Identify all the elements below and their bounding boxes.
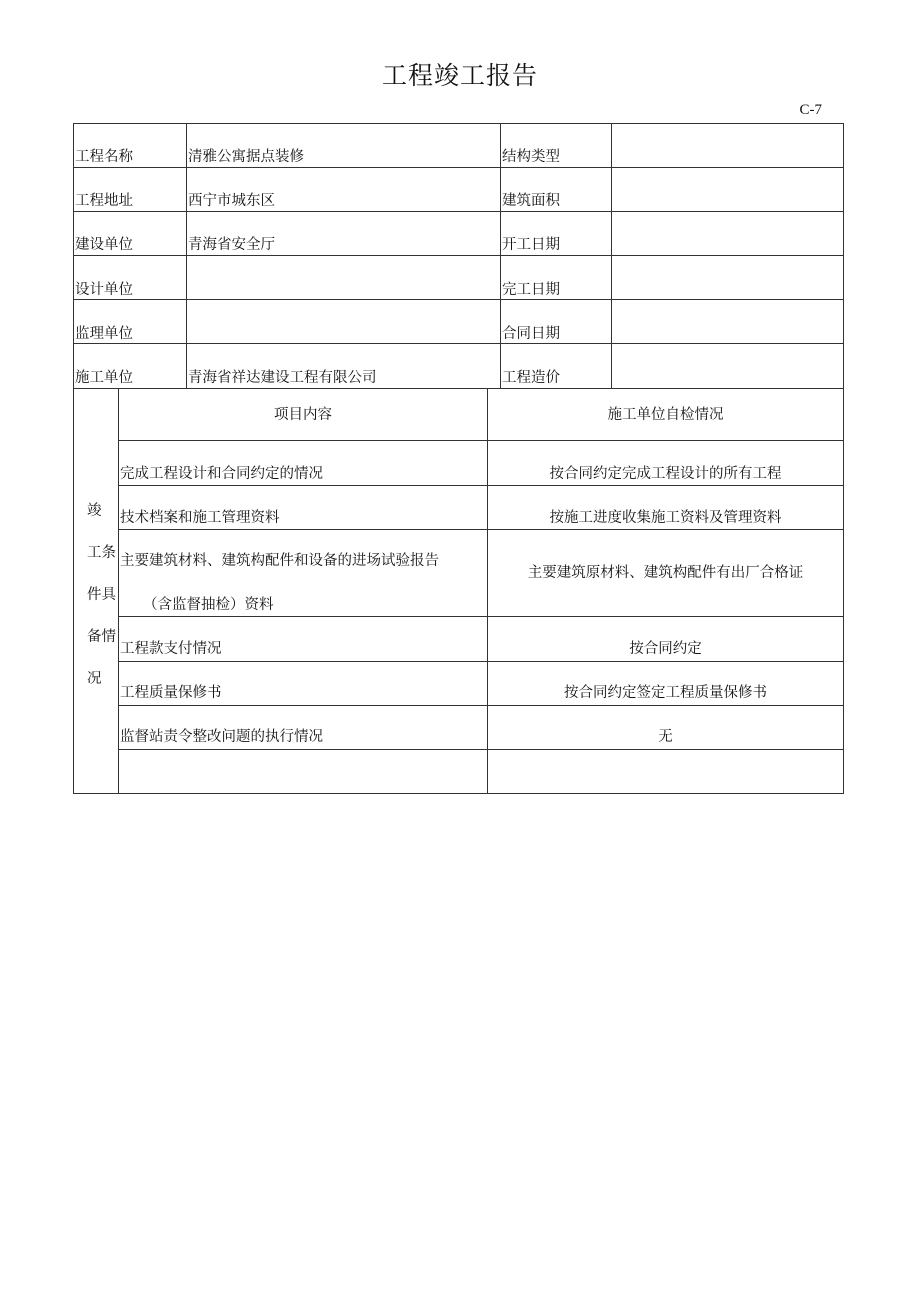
row-divider: [73, 343, 844, 344]
form-code: C-7: [799, 102, 822, 118]
row-divider: [118, 440, 844, 441]
value-owner-unit: 青海省安全厅: [188, 237, 275, 253]
table-border-right: [843, 123, 844, 794]
label-project-address: 工程地址: [75, 193, 133, 209]
item-cell: 工程质量保修书: [120, 685, 222, 701]
item-cell-line1: 主要建筑材料、建筑构配件和设备的进场试验报告: [120, 553, 439, 569]
column-divider: [118, 388, 119, 794]
table-border-top: [73, 123, 844, 124]
label-construction-unit: 施工单位: [75, 370, 133, 386]
table-border-left: [73, 123, 74, 794]
item-cell: 完成工程设计和合同约定的情况: [120, 466, 323, 482]
header-item-content: 项目内容: [274, 407, 332, 423]
report-table: [73, 123, 844, 794]
side-label-line: 工条: [87, 545, 116, 561]
label-owner-unit: 建设单位: [75, 237, 133, 253]
label-project-cost: 工程造价: [502, 370, 560, 386]
item-cell-line2: （含监督抽检）资料: [143, 597, 274, 613]
label-completion-date: 完工日期: [502, 282, 560, 298]
label-structure-type: 结构类型: [502, 149, 560, 165]
header-self-check: 施工单位自检情况: [607, 407, 724, 423]
column-divider: [186, 123, 187, 388]
value-project-address: 西宁市城东区: [188, 193, 275, 209]
column-divider: [611, 123, 612, 388]
row-divider: [118, 485, 844, 486]
label-contract-date: 合同日期: [502, 326, 560, 342]
item-cell: 工程款支付情况: [120, 641, 222, 657]
value-project-name: 清雅公寓据点装修: [188, 149, 304, 165]
label-start-date: 开工日期: [502, 237, 560, 253]
value-construction-unit: 青海省祥达建设工程有限公司: [188, 370, 377, 386]
row-divider: [118, 749, 844, 750]
side-label-line: 况: [87, 671, 102, 687]
side-label-line: 件具: [87, 587, 116, 603]
row-divider: [118, 529, 844, 530]
row-divider: [73, 211, 844, 212]
check-cell: 按合同约定: [629, 641, 702, 657]
row-divider: [73, 167, 844, 168]
label-design-unit: 设计单位: [75, 282, 133, 298]
item-cell: 技术档案和施工管理资料: [120, 510, 280, 526]
check-cell: 按合同约定完成工程设计的所有工程: [549, 466, 782, 482]
check-cell: 按合同约定签定工程质量保修书: [564, 685, 767, 701]
row-divider: [73, 255, 844, 256]
row-divider: [118, 661, 844, 662]
label-supervision-unit: 监理单位: [75, 326, 133, 342]
side-label-line: 竣: [87, 503, 102, 519]
row-divider: [73, 388, 844, 389]
check-cell: 按施工进度收集施工资料及管理资料: [549, 510, 782, 526]
item-cell: 监督站责令整改问题的执行情况: [120, 729, 323, 745]
document-title: 工程竣工报告: [381, 61, 538, 90]
label-project-name: 工程名称: [75, 149, 133, 165]
side-label-line: 备情: [87, 629, 116, 645]
row-divider: [118, 705, 844, 706]
row-divider: [73, 299, 844, 300]
check-cell: 无: [658, 729, 673, 745]
table-border-bottom: [73, 793, 844, 794]
row-divider: [118, 616, 844, 617]
check-cell: 主要建筑原材料、建筑构配件有出厂合格证: [527, 565, 804, 581]
label-building-area: 建筑面积: [502, 193, 560, 209]
column-divider: [500, 123, 501, 388]
